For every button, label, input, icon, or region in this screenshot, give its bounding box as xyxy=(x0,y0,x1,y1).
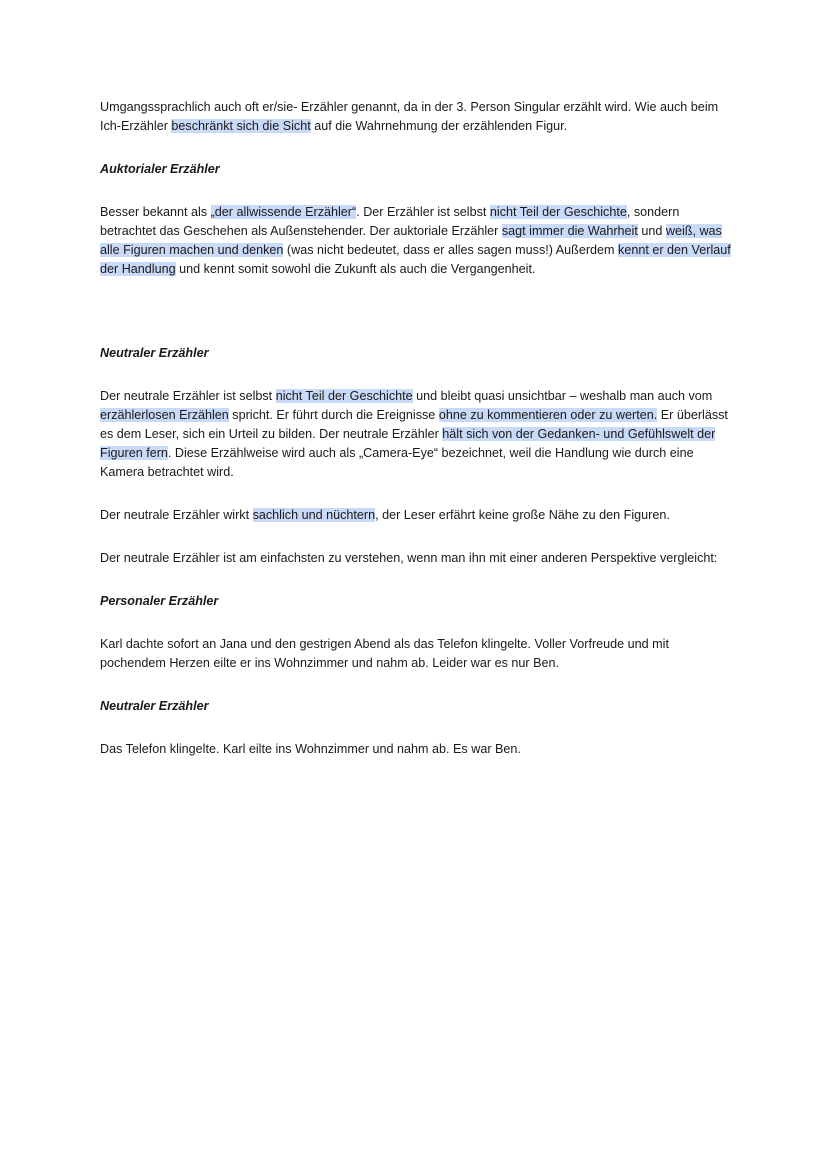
neutral-paragraph xyxy=(100,387,732,482)
neutral-text-1: Der neutrale Erzähler ist selbst xyxy=(100,389,276,403)
document-page xyxy=(100,98,732,759)
neutral-sachlich-text-2: , der Leser erfährt keine große Nähe zu den Figuren. xyxy=(375,508,670,522)
highlight-sachlich: sachlich und nüchtern xyxy=(252,508,376,522)
heading-neutral-example: Neutraler Erzähler xyxy=(100,699,209,713)
highlight-verlauf: kennt er den Verlauf der Handlung xyxy=(100,243,731,276)
auktorial-text-1: Besser bekannt als xyxy=(100,205,211,219)
neutral-example-text: Das Telefon klingelte. Karl eilte ins Wohnzimmer und nahm ab. Es war Ben. xyxy=(100,742,521,756)
heading-personal-example: Personaler Erzähler xyxy=(100,594,219,608)
highlight-nicht-teil: nicht Teil der Geschichte xyxy=(489,205,627,219)
neutral-text-3: spricht. Er führt durch die Ereignisse xyxy=(228,408,439,422)
highlight-ohne-werten: ohne zu kommentieren oder zu werten. xyxy=(438,408,658,422)
auktorial-text-5: (was nicht bedeutet, dass er alles sagen muss!) Außerdem xyxy=(283,243,619,257)
highlight-weiss: weiß, was alle Figuren machen und denken xyxy=(100,224,722,257)
auktorial-text-6: und kennt somit sowohl die Zukunft als auch die Vergangenheit. xyxy=(175,262,536,276)
intro-text-1: Umgangssprachlich auch oft er/sie- Erzähler genannt, da in der 3. Person Singular erzählt wird. Wie auch beim Ich-Erzähler xyxy=(100,100,719,133)
auktorial-text-2: . Der Erzähler ist selbst xyxy=(356,205,490,219)
highlight-allwissend: „der allwissende Erzähler“ xyxy=(210,205,357,219)
highlight-wahrheit: sagt immer die Wahrheit xyxy=(501,224,638,238)
neutral-text-5: . Diese Erzählweise wird auch als „Camera-Eye“ bezeichnet, weil die Handlung wie durch eine Kamera betrachtet wird. xyxy=(100,446,694,479)
neutral-text-4: Er überlässt es dem Leser, sich ein Urteil zu bilden. Der neutrale Erzähler xyxy=(100,408,728,441)
auktorial-text-3: , sondern betrachtet das Geschehen als Außenstehender. Der auktoriale Erzähler xyxy=(100,205,680,238)
heading-neutral: Neutraler Erzähler xyxy=(100,346,209,360)
neutral-text-2: und bleibt quasi unsichtbar – weshalb man auch vom xyxy=(412,389,713,403)
personal-example-text: Karl dachte sofort an Jana und den gestrigen Abend als das Telefon klingelte. Voller Vorfreude und mit pochendem Herzen eilte er ins Wohnzimmer und nahm ab. Leider war es nur Ben. xyxy=(100,637,669,670)
highlight-sicht: beschränkt sich die Sicht xyxy=(171,119,311,133)
heading-auktorial: Auktorialer Erzähler xyxy=(100,162,220,176)
auktorial-text-4: und xyxy=(637,224,666,238)
auktorial-paragraph xyxy=(100,203,732,279)
intro-text-2: auf die Wahrnehmung der erzählenden Figur. xyxy=(310,119,568,133)
neutral-sachlich-text-1: Der neutrale Erzähler wirkt xyxy=(100,508,253,522)
highlight-erzaehlerlos: erzählerlosen Erzählen xyxy=(100,408,229,422)
highlight-nicht-teil-neutral: nicht Teil der Geschichte xyxy=(275,389,413,403)
compare-paragraph: Der neutrale Erzähler ist am einfachsten zu verstehen, wenn man ihn mit einer anderen Perspektive vergleicht: xyxy=(100,551,718,565)
highlight-gefuehlswelt: hält sich von der Gedanken- und Gefühlswelt der Figuren fern xyxy=(100,427,716,460)
neutral-sachlich-paragraph xyxy=(100,506,732,525)
intro-paragraph xyxy=(100,98,732,136)
